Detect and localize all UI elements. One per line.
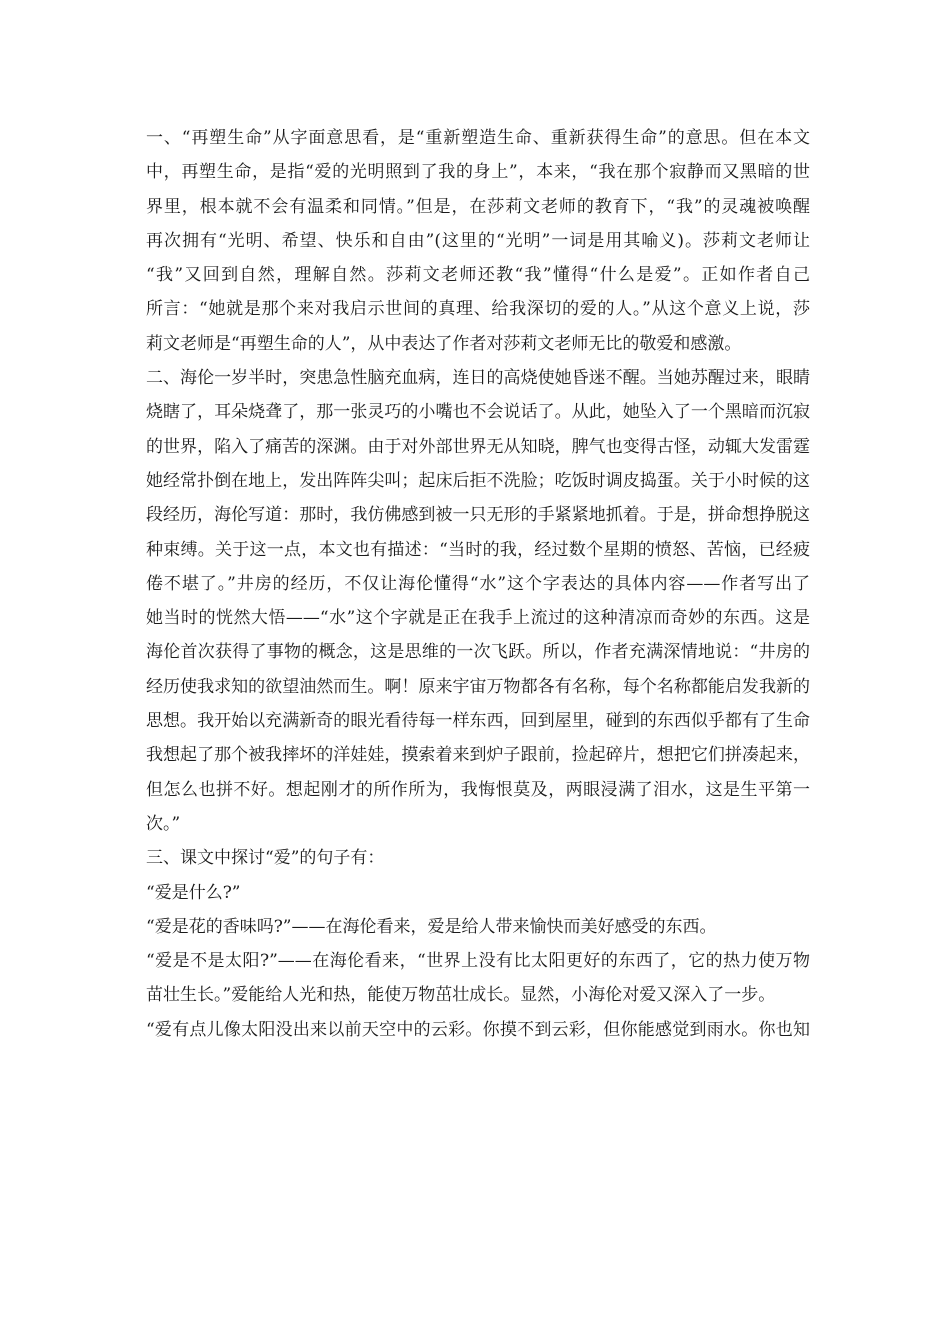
text-line: “爱是什么?”	[146, 882, 241, 903]
text-line: 的世界，陷入了痛苦的深渊。由于对外部世界无从知晓，脾气也变得古怪，动辄大发雷霆	[146, 436, 810, 457]
text-line: 次。”	[146, 813, 181, 834]
text-line: 莉文老师是“再塑生命的人”，从中表达了作者对莎莉文老师无比的敬爱和感激。	[146, 333, 742, 354]
paragraph-7-clouds	[146, 1013, 810, 1047]
paragraph-5-flower-fragrance	[146, 910, 810, 944]
text-line: “爱有点儿像太阳没出来以前天空中的云彩。你摸不到云彩，但你能感觉到雨水。你也知	[146, 1019, 810, 1040]
text-line: 界里，根本就不会有温柔和同情。”但是，在莎莉文老师的教育下，“我”的灵魂被唤醒	[146, 196, 810, 217]
text-line: “爱是花的香味吗?”——在海伦看来，爱是给人带来愉快而美好感受的东西。	[146, 916, 717, 937]
text-line: 二、海伦一岁半时，突患急性脑充血病，连日的高烧使她昏迷不醒。当她苏醒过来，眼睛	[146, 368, 810, 389]
text-line: 她当时的恍然大悟——“水”这个字就是正在我手上流过的这种清凉而奇妙的东西。这是	[146, 608, 810, 629]
text-line: 一、“再塑生命”从字面意思看，是“重新塑造生命、重新获得生命”的意思。但在本文	[146, 128, 810, 148]
paragraph-3-love-sentences-heading	[146, 841, 810, 875]
text-line: 我想起了那个被我摔坏的洋娃娃，摸索着来到炉子跟前，捡起碎片，想把它们拼凑起来，	[146, 745, 810, 766]
text-line: 再次拥有“光明、希望、快乐和自由”(这里的“光明”一词是用其喻义)。莎莉文老师让	[146, 230, 810, 251]
text-line: 她经常扑倒在地上，发出阵阵尖叫；起床后拒不洗脸；吃饭时调皮捣蛋。关于小时候的这	[146, 470, 810, 491]
text-line: 种束缚。关于这一点，本文也有描述：“当时的我，经过数个星期的愤怒、苦恼，已经疲	[146, 539, 810, 560]
text-line: 海伦首次获得了事物的概念，这是思维的一次飞跃。所以，作者充满深情地说：“井房的	[146, 642, 810, 663]
text-line: 经历使我求知的欲望油然而生。啊！原来宇宙万物都各有名称，每个名称都能启发我新的	[146, 676, 810, 697]
text-line: “我”又回到自然，理解自然。莎莉文老师还教“我”懂得“什么是爱”。正如作者自己	[146, 265, 810, 286]
text-line: 段经历，海伦写道：那时，我仿佛感到被一只无形的手紧紧地抓着。于是，拼命想挣脱这	[146, 505, 810, 526]
text-line: 但怎么也拼不好。想起刚才的所作所为，我悔恨莫及，两眼浸满了泪水，这是生平第一	[146, 779, 810, 800]
paragraph-6-sun	[146, 944, 810, 1013]
text-line: 倦不堪了。”井房的经历，不仅让海伦懂得“水”这个字表达的具体内容——作者写出了	[146, 573, 810, 594]
text-line: 苗壮生长。”爱能给人光和热，能使万物茁壮成长。显然，小海伦对爱又深入了一步。	[146, 985, 776, 1006]
paragraph-4-what-is-love	[146, 876, 810, 910]
paragraph-2-helen-experience	[146, 361, 810, 841]
text-line: 烧瞎了，耳朵烧聋了，那一张灵巧的小嘴也不会说话了。从此，她坠入了一个黑暗而沉寂	[146, 402, 810, 423]
text-line: “爱是不是太阳?”——在海伦看来，“世界上没有比太阳更好的东西了，它的热力使万物	[146, 951, 810, 972]
text-line: 三、课文中探讨“爱”的句子有：	[146, 848, 385, 869]
text-line: 思想。我开始以充满新奇的眼光看待每一样东西，回到屋里，碰到的东西似乎都有了生命	[146, 711, 810, 732]
document-page	[146, 121, 810, 1047]
text-line: 所言：“她就是那个来对我启示世间的真理、给我深切的爱的人。”从这个意义上说，莎	[146, 299, 810, 320]
paragraph-1-meaning-of-title	[146, 121, 810, 361]
text-line: 中，再塑生命，是指“爱的光明照到了我的身上”，本来，“我在那个寂静而又黑暗的世	[146, 162, 810, 183]
